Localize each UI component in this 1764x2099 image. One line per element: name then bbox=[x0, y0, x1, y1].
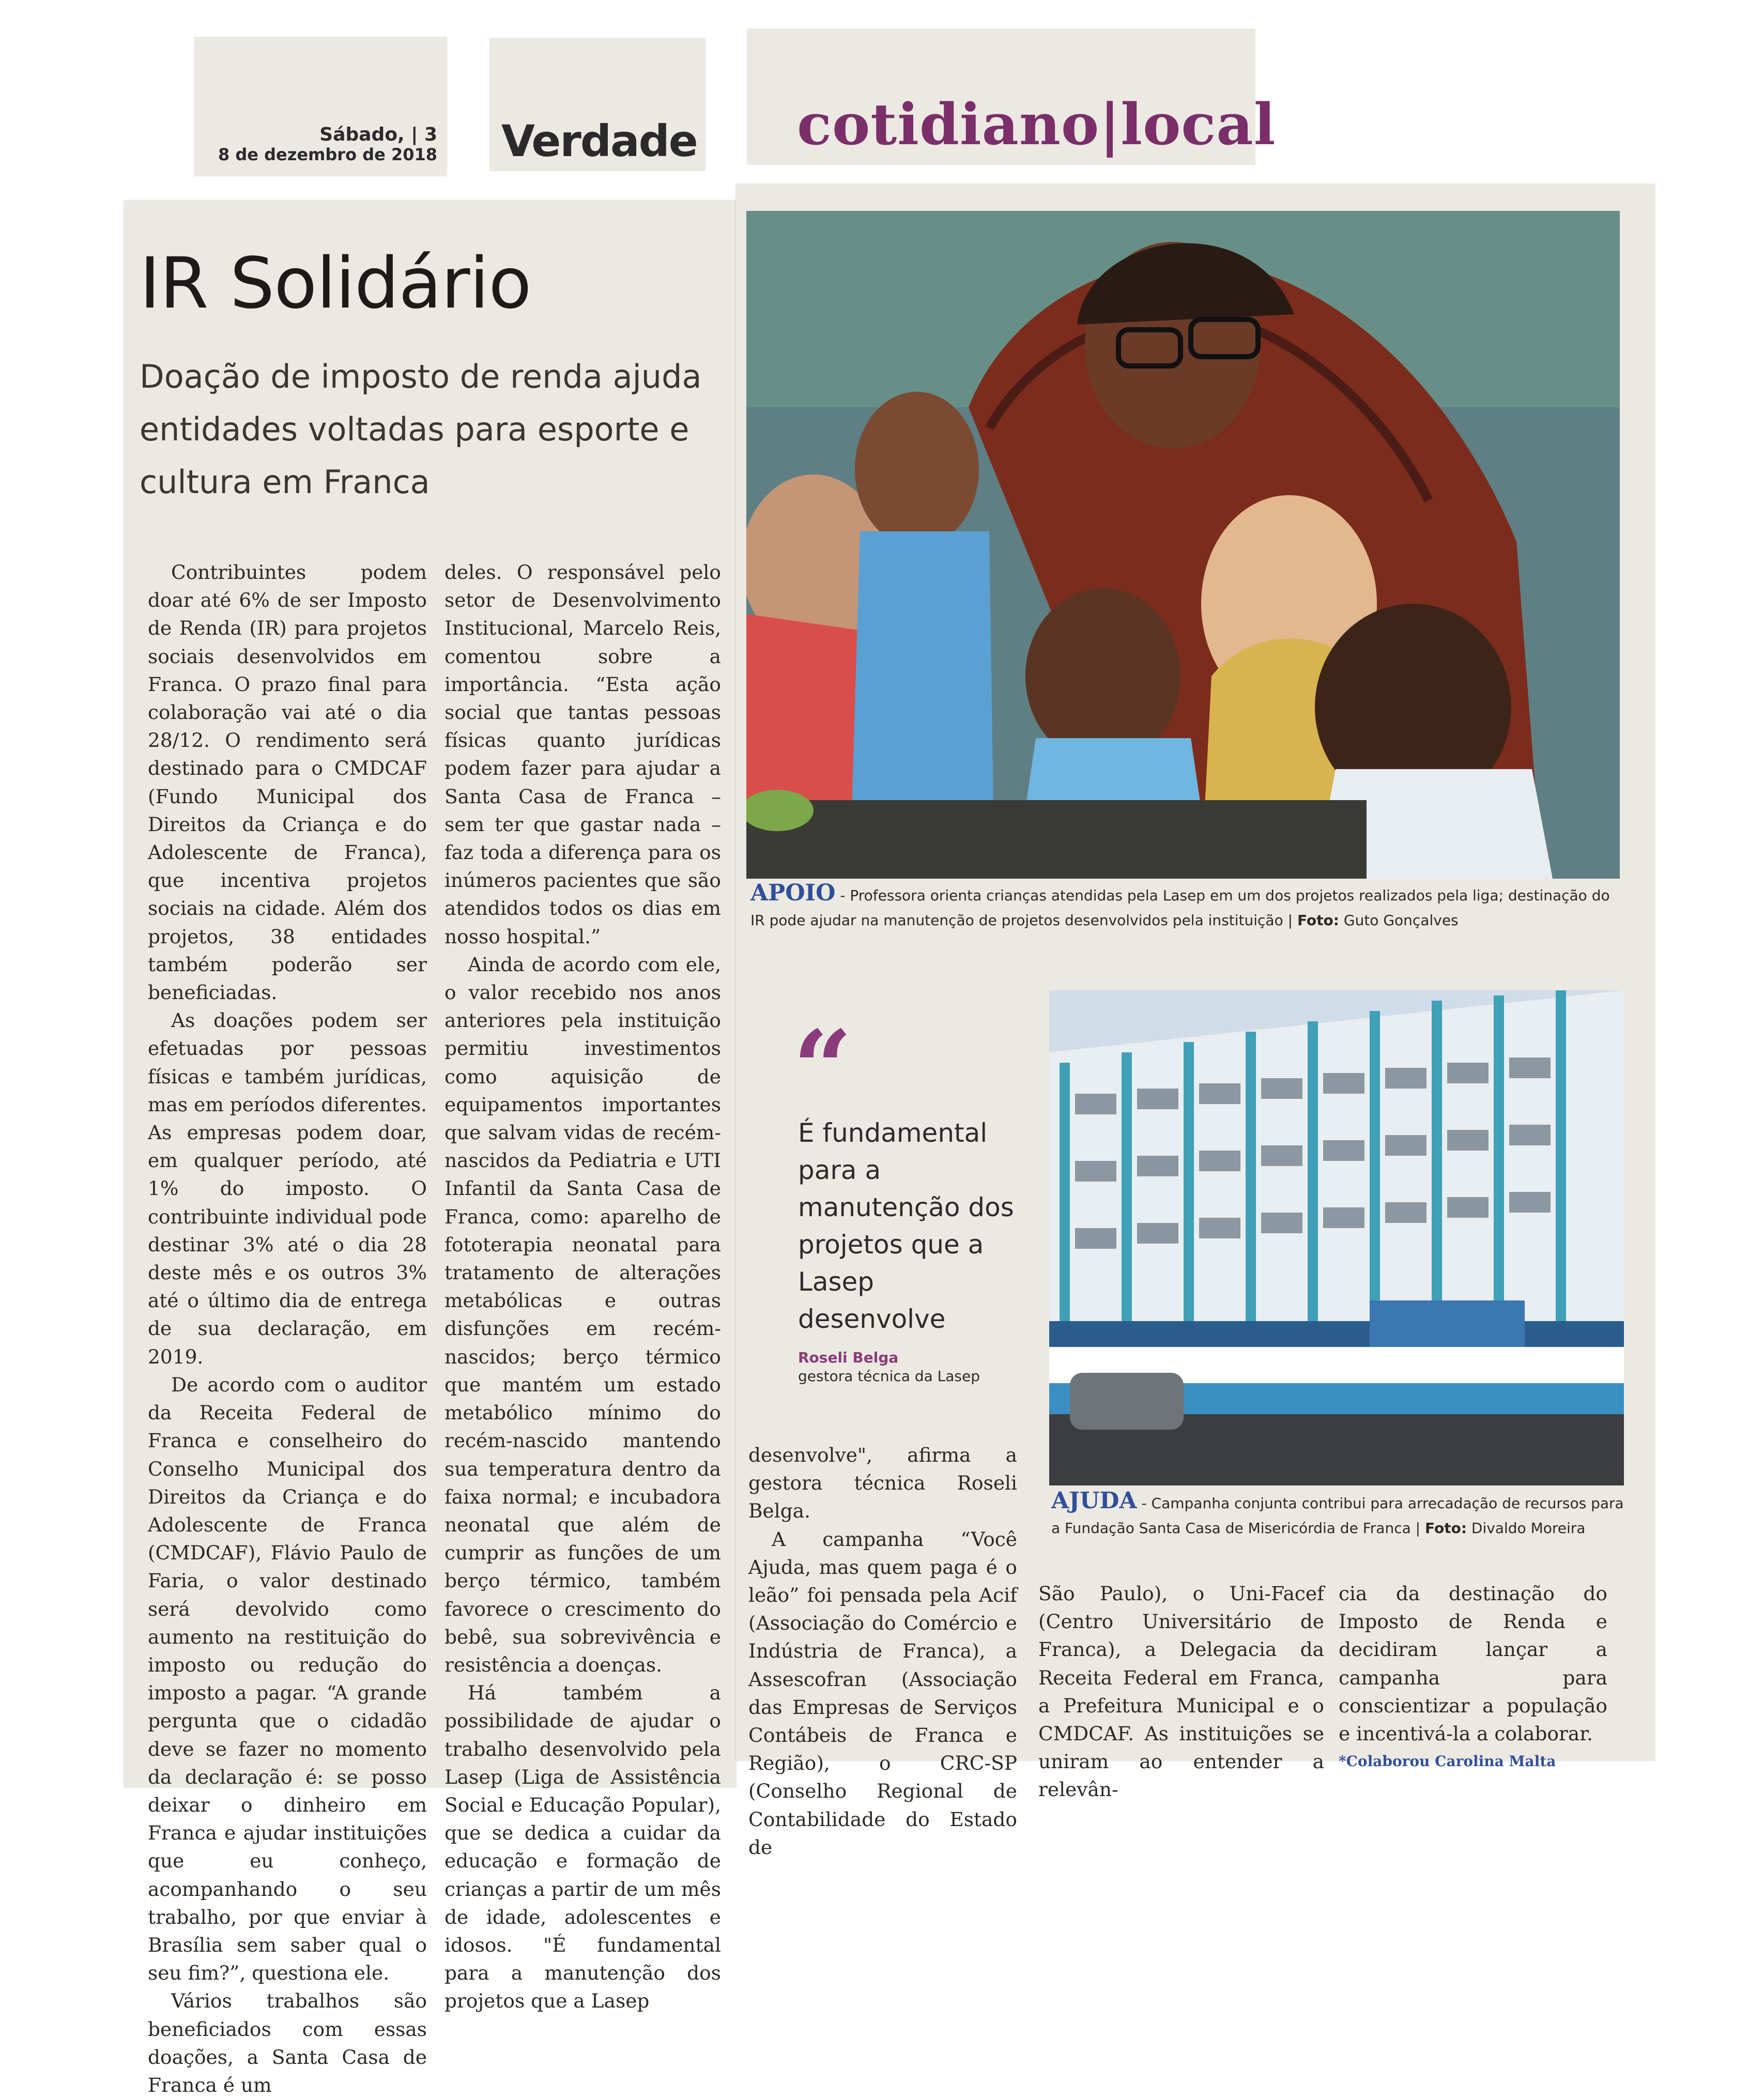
photo1-caption bbox=[750, 881, 1614, 933]
paragraph: deles. O responsável pelo setor de Desenvolvimento Institucional, Marcelo Reis, comentou sobre a importância. “Esta ação social que tantas pessoas físicas quanto jurídicas podem fazer para ajudar a Santa Casa de Franca – sem ter que gastar nada – faz toda a diferença para os inúmeros pacientes que são atendidos todos os dias em nosso hospital.” bbox=[444, 561, 721, 948]
date-clipping bbox=[194, 37, 447, 176]
section-title: cotidiano|local bbox=[797, 91, 1276, 158]
text-column-4 bbox=[1038, 1580, 1324, 1804]
text-column-2 bbox=[444, 558, 721, 2015]
caption-credit: Guto Gonçalves bbox=[1339, 912, 1459, 929]
section-clipping bbox=[747, 29, 1276, 164]
pull-quote-author: Roseli Belga bbox=[798, 1349, 899, 1366]
paragraph: Ainda de acordo com ele, o valor recebido nos anos anteriores pela instituição permitiu investimentos como aquisição de equipamentos importantes que salvam vidas de recém-nascidos da Pediatria e UTI Infantil da Santa Casa de Franca, como: aparelho de fototerapia neonatal para tratamento de alterações metabólicas e outras disfunções em recém-nascidos; berço térmico que mantém um estado metabólico mínimo do recém-nascido mantendo sua temperatura dentro da faixa normal; e incubadora neonatal que além de cumprir as funções de um berço térmico, também favorece o crescimento do bebê, sua sobrevivência e resistência a doenças. bbox=[444, 953, 721, 1676]
paragraph: cia da destinação do Imposto de Renda e decidiram lançar a campanha para conscientizar a população e incentivá-la a colaborar. bbox=[1339, 1582, 1607, 1745]
paper-logo: Verdade bbox=[501, 116, 697, 166]
masthead-clipping bbox=[490, 38, 705, 171]
issue-date: 8 de dezembro de 2018 bbox=[218, 145, 437, 164]
quote-mark: “ bbox=[793, 1008, 853, 1129]
photo-illustration bbox=[1049, 990, 1624, 1485]
caption-credit-label: Foto: bbox=[1297, 912, 1339, 929]
paragraph: Contribuintes podem doar até 6% de ser Imposto de Renda (IR) para projetos sociais desenvolvidos em Franca. O prazo final para colaboração vai até o dia 28/12. O rendimento será destinado para o CMDCAF (Fundo Municipal dos Direitos da Criança e do Adolescente de Franca), que incentiva projetos sociais na cidade. Além dos projetos, 38 entidades também poderão ser beneficiadas. bbox=[148, 561, 427, 1004]
paragraph: A campanha “Você Ajuda, mas quem paga é o leão” foi pensada pela Acif (Associação do Comércio e Indústria de Franca), a Assescofran (Associação das Empresas de Serviços Contábeis de Franca e Região), o CRC-SP (Conselho Regional de Contabilidade do Estado de bbox=[748, 1527, 1017, 1859]
article-right-clipping bbox=[736, 184, 1655, 1859]
caption-text: - Campanha conjunta contribui para arrecadação de recursos para a Fundação Santa Casa de Misericórdia de Franca | bbox=[1051, 1495, 1624, 1537]
article-left-clipping bbox=[124, 201, 736, 2096]
text-column-1 bbox=[148, 558, 427, 2099]
contributor-credit: *Colaborou Carolina Malta bbox=[1339, 1753, 1556, 1770]
caption-text: - Professora orienta crianças atendidas pela Lasep em um dos projetos realizados pela liga; destinação do IR pode ajudar na manutenção de projetos desenvolvidos pela instituição | bbox=[750, 887, 1610, 929]
pull-quote-text: É fundamental para a manutenção dos projetos que a Lasep desenvolve bbox=[798, 1118, 1014, 1334]
photo2-caption bbox=[1051, 1489, 1625, 1541]
text-column-5 bbox=[1339, 1580, 1607, 1775]
pull-quote-role: gestora técnica da Lasep bbox=[798, 1368, 980, 1385]
paragraph: De acordo com o auditor da Receita Federal de Franca e conselheiro do Conselho Municipal dos Direitos da Criança e do Adolescente de Franca (CMDCAF), Flávio Paulo de Faria, o valor destinado será devolvido como aumento na restituição do imposto ou redução do imposto a pagar. “A grande pergunta que o cidadão deve se fazer no momento da declaração é: se posso deixar o dinheiro em Franca e ajudar instituições que eu conheço, acompanhando o seu trabalho, por que enviar à Brasília sem saber qual o seu fim?”, questiona ele. bbox=[148, 1373, 427, 1985]
text-column-3 bbox=[748, 1441, 1017, 1861]
photo-hospital bbox=[1049, 990, 1624, 1485]
caption-keyword: AJUDA bbox=[1051, 1488, 1137, 1514]
caption-keyword: APOIO bbox=[750, 880, 836, 906]
paragraph: As doações podem ser efetuadas por pessoas físicas e também jurídicas, mas em períodos diferentes. As empresas podem doar, em qualquer período, até 1% do imposto. O contribuinte individual pode destinar 3% até o dia 28 deste mês e os outros 3% até o último dia de entrega de sua declaração, em 2019. bbox=[148, 1009, 427, 1368]
paragraph: Vários trabalhos são beneficiados com essas doações, a Santa Casa de Franca é um bbox=[148, 1989, 427, 2096]
day-page: Sábado, | 3 bbox=[319, 124, 437, 145]
photo-teacher-children bbox=[746, 211, 1620, 879]
photo-illustration bbox=[746, 211, 1620, 879]
caption-credit: Divaldo Moreira bbox=[1467, 1520, 1586, 1537]
paragraph: São Paulo), o Uni-Facef (Centro Universitário de Franca), a Delegacia da Receita Federal em Franca, a Prefeitura Municipal e o CMDCAF. As instituições se uniram ao entender a relevân- bbox=[1038, 1582, 1324, 1801]
paragraph: desenvolve", afirma a gestora técnica Roseli Belga. bbox=[748, 1444, 1017, 1523]
caption-credit-label: Foto: bbox=[1424, 1520, 1467, 1537]
article-subtitle: Doação de imposto de renda ajuda entidades voltadas para esporte e cultura em Franca bbox=[140, 358, 702, 501]
article-title: IR Solidário bbox=[140, 243, 531, 325]
paragraph: Há também a possibilidade de ajudar o trabalho desenvolvido pela Lasep (Liga de Assistência Social e Educação Popular), que se dedica a cuidar da educação e formação de crianças a partir de um mês de idade, adolescentes e idosos. "É fundamental para a manutenção dos projetos que a Lasep bbox=[444, 1681, 721, 2013]
